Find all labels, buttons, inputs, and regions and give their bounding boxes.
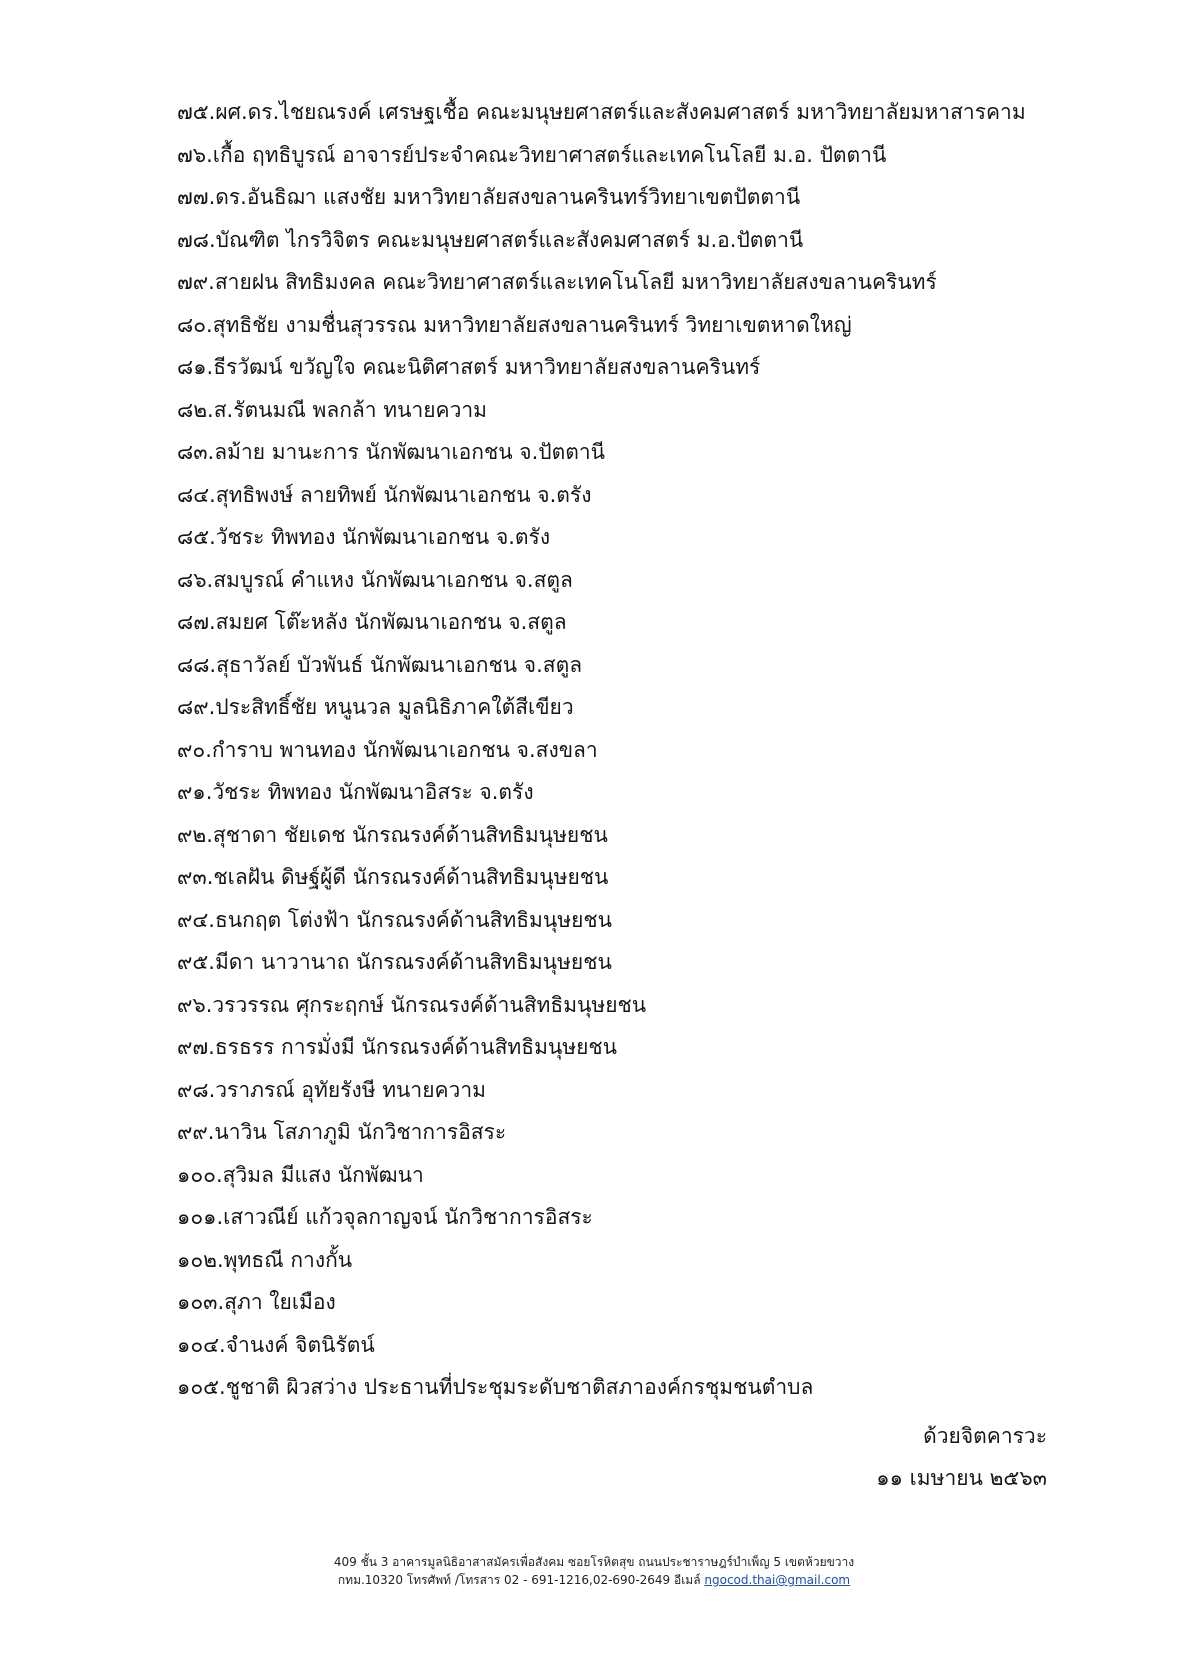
signatory-item: ๑๐๔.จำนงค์ จิตนิรัตน์ (177, 1332, 375, 1357)
signatory-item: ๙๓.ชเลฝัน ดิษฐ์ผู้ดี นักรณรงค์ด้านสิทธิมนุษยชน (177, 865, 609, 889)
signatory-item: ๙๑.วัชระ ทิพทอง นักพัฒนาอิสระ จ.ตรัง (177, 780, 534, 804)
signatory-item: ๙๒.สุชาดา ชัยเดช นักรณรงค์ด้านสิทธิมนุษยชน (177, 822, 608, 847)
signatory-item: ๙๔.ธนกฤต โต่งฟ้า นักรณรงค์ด้านสิทธิมนุษยชน (177, 907, 613, 932)
signatory-item: ๙๖.วรวรรณ ศุกระฤกษ์ นักรณรงค์ด้านสิทธิมนุษยชน (177, 992, 647, 1017)
signatory-item: ๑๐๕.ชูชาติ ผิวสว่าง ประธานที่ประชุมระดับชาติสภาองค์กรชุมชนตำบล (177, 1375, 814, 1399)
signatory-item: ๗๖.เกื้อ ฤทธิบูรณ์ อาจารย์ประจำคณะวิทยาศาสตร์และเทคโนโลยี ม.อ. ปัตตานี (177, 142, 887, 167)
signatory-item: ๑๐๓.สุภา ใยเมือง (177, 1290, 336, 1314)
footer-contact-text: กทม.10320 โทรศัพท์ /โทรสาร 02 - 691-1216,02-690-2649 อีเมล์ (337, 1573, 705, 1587)
signatory-item: ๘๑.ธีรวัฒน์ ขวัญใจ คณะนิติศาสตร์ มหาวิทยาลัยสงขลานครินทร์ (177, 355, 761, 379)
signatory-item: ๑๐๐.สุวิมล มีแสง นักพัฒนา (177, 1162, 424, 1187)
signatory-item: ๘๙.ประสิทธิ์ชัย หนูนวล มูลนิธิภาคใต้สีเขียว (177, 695, 574, 719)
signatory-item: ๘๖.สมบูรณ์ คำแหง นักพัฒนาเอกชน จ.สตูล (177, 567, 573, 592)
footer-address-line: 409 ชั้น 3 อาคารมูลนิธิอาสาสมัครเพื่อสังคม ซอยโรหิตสุข ถนนประชาราษฎร์บำเพ็ญ 5 เขตห้วยขวาง (333, 1555, 855, 1569)
signatory-item: ๘๒.ส.รัตนมณี พลกล้า ทนายความ (177, 397, 488, 422)
signatory-item: ๘๔.สุทธิพงษ์ ลายทิพย์ นักพัฒนาเอกชน จ.ตรัง (177, 482, 592, 507)
footer-contact-line (0, 1571, 1188, 1589)
footer-email-link[interactable]: ngocod.thai@gmail.com (704, 1573, 851, 1587)
signatory-item: ๘๘.สุธาวัลย์ บัวพันธ์ นักพัฒนาเอกชน จ.สตูล (177, 652, 583, 677)
signatory-list (177, 91, 1128, 1409)
signatory-item: ๙๗.ธรธรร การมั่งมี นักรณรงค์ด้านสิทธิมนุษยชน (177, 1035, 618, 1059)
signatory-item: ๙๐.กำราบ พานทอง นักพัฒนาเอกชน จ.สงขลา (177, 737, 598, 762)
signatory-item: ๑๐๑.เสาวณีย์ แก้วจุลกาญจน์ นักวิชาการอิสระ (177, 1205, 593, 1229)
signatory-item: ๗๘.บัณฑิต ไกรวิจิตร คณะมนุษยศาสตร์และสังคมศาสตร์ ม.อ.ปัตตานี (177, 227, 804, 252)
address-footer (0, 1553, 1188, 1589)
signatory-item: ๙๙.นาวิน โสภาภูมิ นักวิชาการอิสระ (177, 1120, 507, 1144)
signatory-item: ๙๕.มีดา นาวานาถ นักรณรงค์ด้านสิทธิมนุษยชน (177, 950, 612, 974)
signatory-item: ๑๐๒.พุทธณี กางกั้น (177, 1247, 353, 1272)
signatory-item: ๘๓.ลม้าย มานะการ นักพัฒนาเอกชน จ.ปัตตานี (177, 440, 605, 464)
closing-salutation: ด้วยจิตคารวะ (923, 1424, 1047, 1448)
signatory-item: ๘๕.วัชระ ทิพทอง นักพัฒนาเอกชน จ.ตรัง (177, 525, 551, 549)
document-date: ๑๑ เมษายน ๒๕๖๓ (876, 1466, 1047, 1490)
signatory-item: ๗๙.สายฝน สิทธิมงคล คณะวิทยาศาสตร์และเทคโนโลยี มหาวิทยาลัยสงขลานครินทร์ (177, 270, 937, 294)
signatory-item: ๙๘.วราภรณ์ อุทัยรังษี ทนายความ (177, 1077, 486, 1102)
signatory-item: ๘๗.สมยศ โต๊ะหลัง นักพัฒนาเอกชน จ.สตูล (177, 610, 567, 634)
signatory-item: ๗๗.ดร.อันธิฌา แสงชัย มหาวิทยาลัยสงขลานครินทร์วิทยาเขตปัตตานี (177, 185, 801, 209)
signatory-item: ๘๐.สุทธิชัย งามชื่นสุวรรณ มหาวิทยาลัยสงขลานครินทร์ วิทยาเขตหาดใหญ่ (177, 312, 852, 337)
signatory-item: ๗๕.ผศ.ดร.ไชยณรงค์ เศรษฐเชื้อ คณะมนุษยศาสตร์และสังคมศาสตร์ มหาวิทยาลัยมหาสารคาม (177, 100, 1026, 124)
